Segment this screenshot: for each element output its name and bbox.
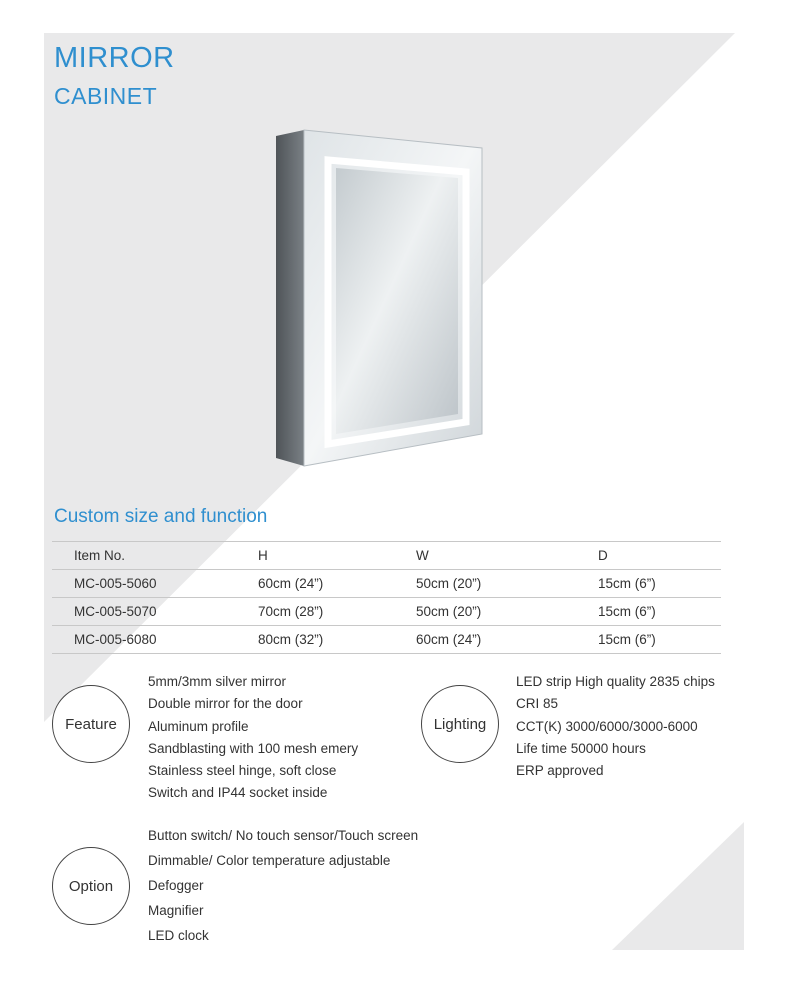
lighting-badge bbox=[421, 685, 499, 763]
column-header-h: H bbox=[258, 542, 416, 570]
option-list bbox=[148, 823, 418, 948]
list-item: Dimmable/ Color temperature adjustable bbox=[148, 853, 391, 868]
cell-item-no: MC-005-5060 bbox=[52, 570, 258, 598]
list-item: Button switch/ No touch sensor/Touch screen bbox=[148, 828, 419, 843]
table-row bbox=[52, 626, 721, 654]
cell-d: 15cm (6”) bbox=[598, 570, 721, 598]
list-item: Magnifier bbox=[148, 903, 204, 918]
cell-w: 60cm (24”) bbox=[416, 626, 598, 654]
list-item: Defogger bbox=[148, 878, 204, 893]
mirror-cabinet-image bbox=[270, 128, 490, 468]
page-title: MIRROR bbox=[54, 42, 175, 74]
column-header-item-no: Item No. bbox=[52, 542, 258, 570]
table-row bbox=[52, 598, 721, 626]
table-header-row bbox=[52, 542, 721, 570]
feature-list bbox=[148, 671, 358, 805]
list-item: LED clock bbox=[148, 928, 209, 943]
page-subtitle: CABINET bbox=[54, 83, 158, 109]
cell-item-no: MC-005-6080 bbox=[52, 626, 258, 654]
cell-h: 70cm (28”) bbox=[258, 598, 416, 626]
column-header-w: W bbox=[416, 542, 598, 570]
list-item: Life time 50000 hours bbox=[516, 740, 646, 756]
feature-label: Feature bbox=[65, 715, 117, 733]
size-table bbox=[52, 541, 721, 654]
list-item: CCT(K) 3000/6000/3000-6000 bbox=[516, 718, 698, 734]
list-item: Stainless steel hinge, soft close bbox=[148, 763, 337, 779]
list-item: Aluminum profile bbox=[148, 718, 249, 734]
cell-h: 60cm (24”) bbox=[258, 570, 416, 598]
lighting-list bbox=[516, 671, 715, 782]
section-title: Custom size and function bbox=[54, 506, 268, 527]
option-badge bbox=[52, 847, 130, 925]
option-label: Option bbox=[68, 877, 114, 895]
list-item: Double mirror for the door bbox=[148, 696, 303, 712]
list-item: ERP approved bbox=[516, 763, 604, 779]
column-header-d: D bbox=[598, 542, 721, 570]
list-item: 5mm/3mm silver mirror bbox=[148, 674, 286, 689]
list-item: Switch and IP44 socket inside bbox=[148, 785, 328, 801]
feature-badge bbox=[52, 685, 130, 763]
list-item: CRI 85 bbox=[516, 696, 559, 712]
cell-w: 50cm (20”) bbox=[416, 598, 598, 626]
cell-h: 80cm (32”) bbox=[258, 626, 416, 654]
table-row bbox=[52, 570, 721, 598]
cell-item-no: MC-005-5070 bbox=[52, 598, 258, 626]
cell-w: 50cm (20”) bbox=[416, 570, 598, 598]
list-item: LED strip High quality 2835 chips bbox=[516, 674, 715, 689]
cell-d: 15cm (6”) bbox=[598, 598, 721, 626]
lighting-label: Lighting bbox=[433, 715, 487, 733]
list-item: Sandblasting with 100 mesh emery bbox=[148, 740, 359, 756]
cell-d: 15cm (6”) bbox=[598, 626, 721, 654]
